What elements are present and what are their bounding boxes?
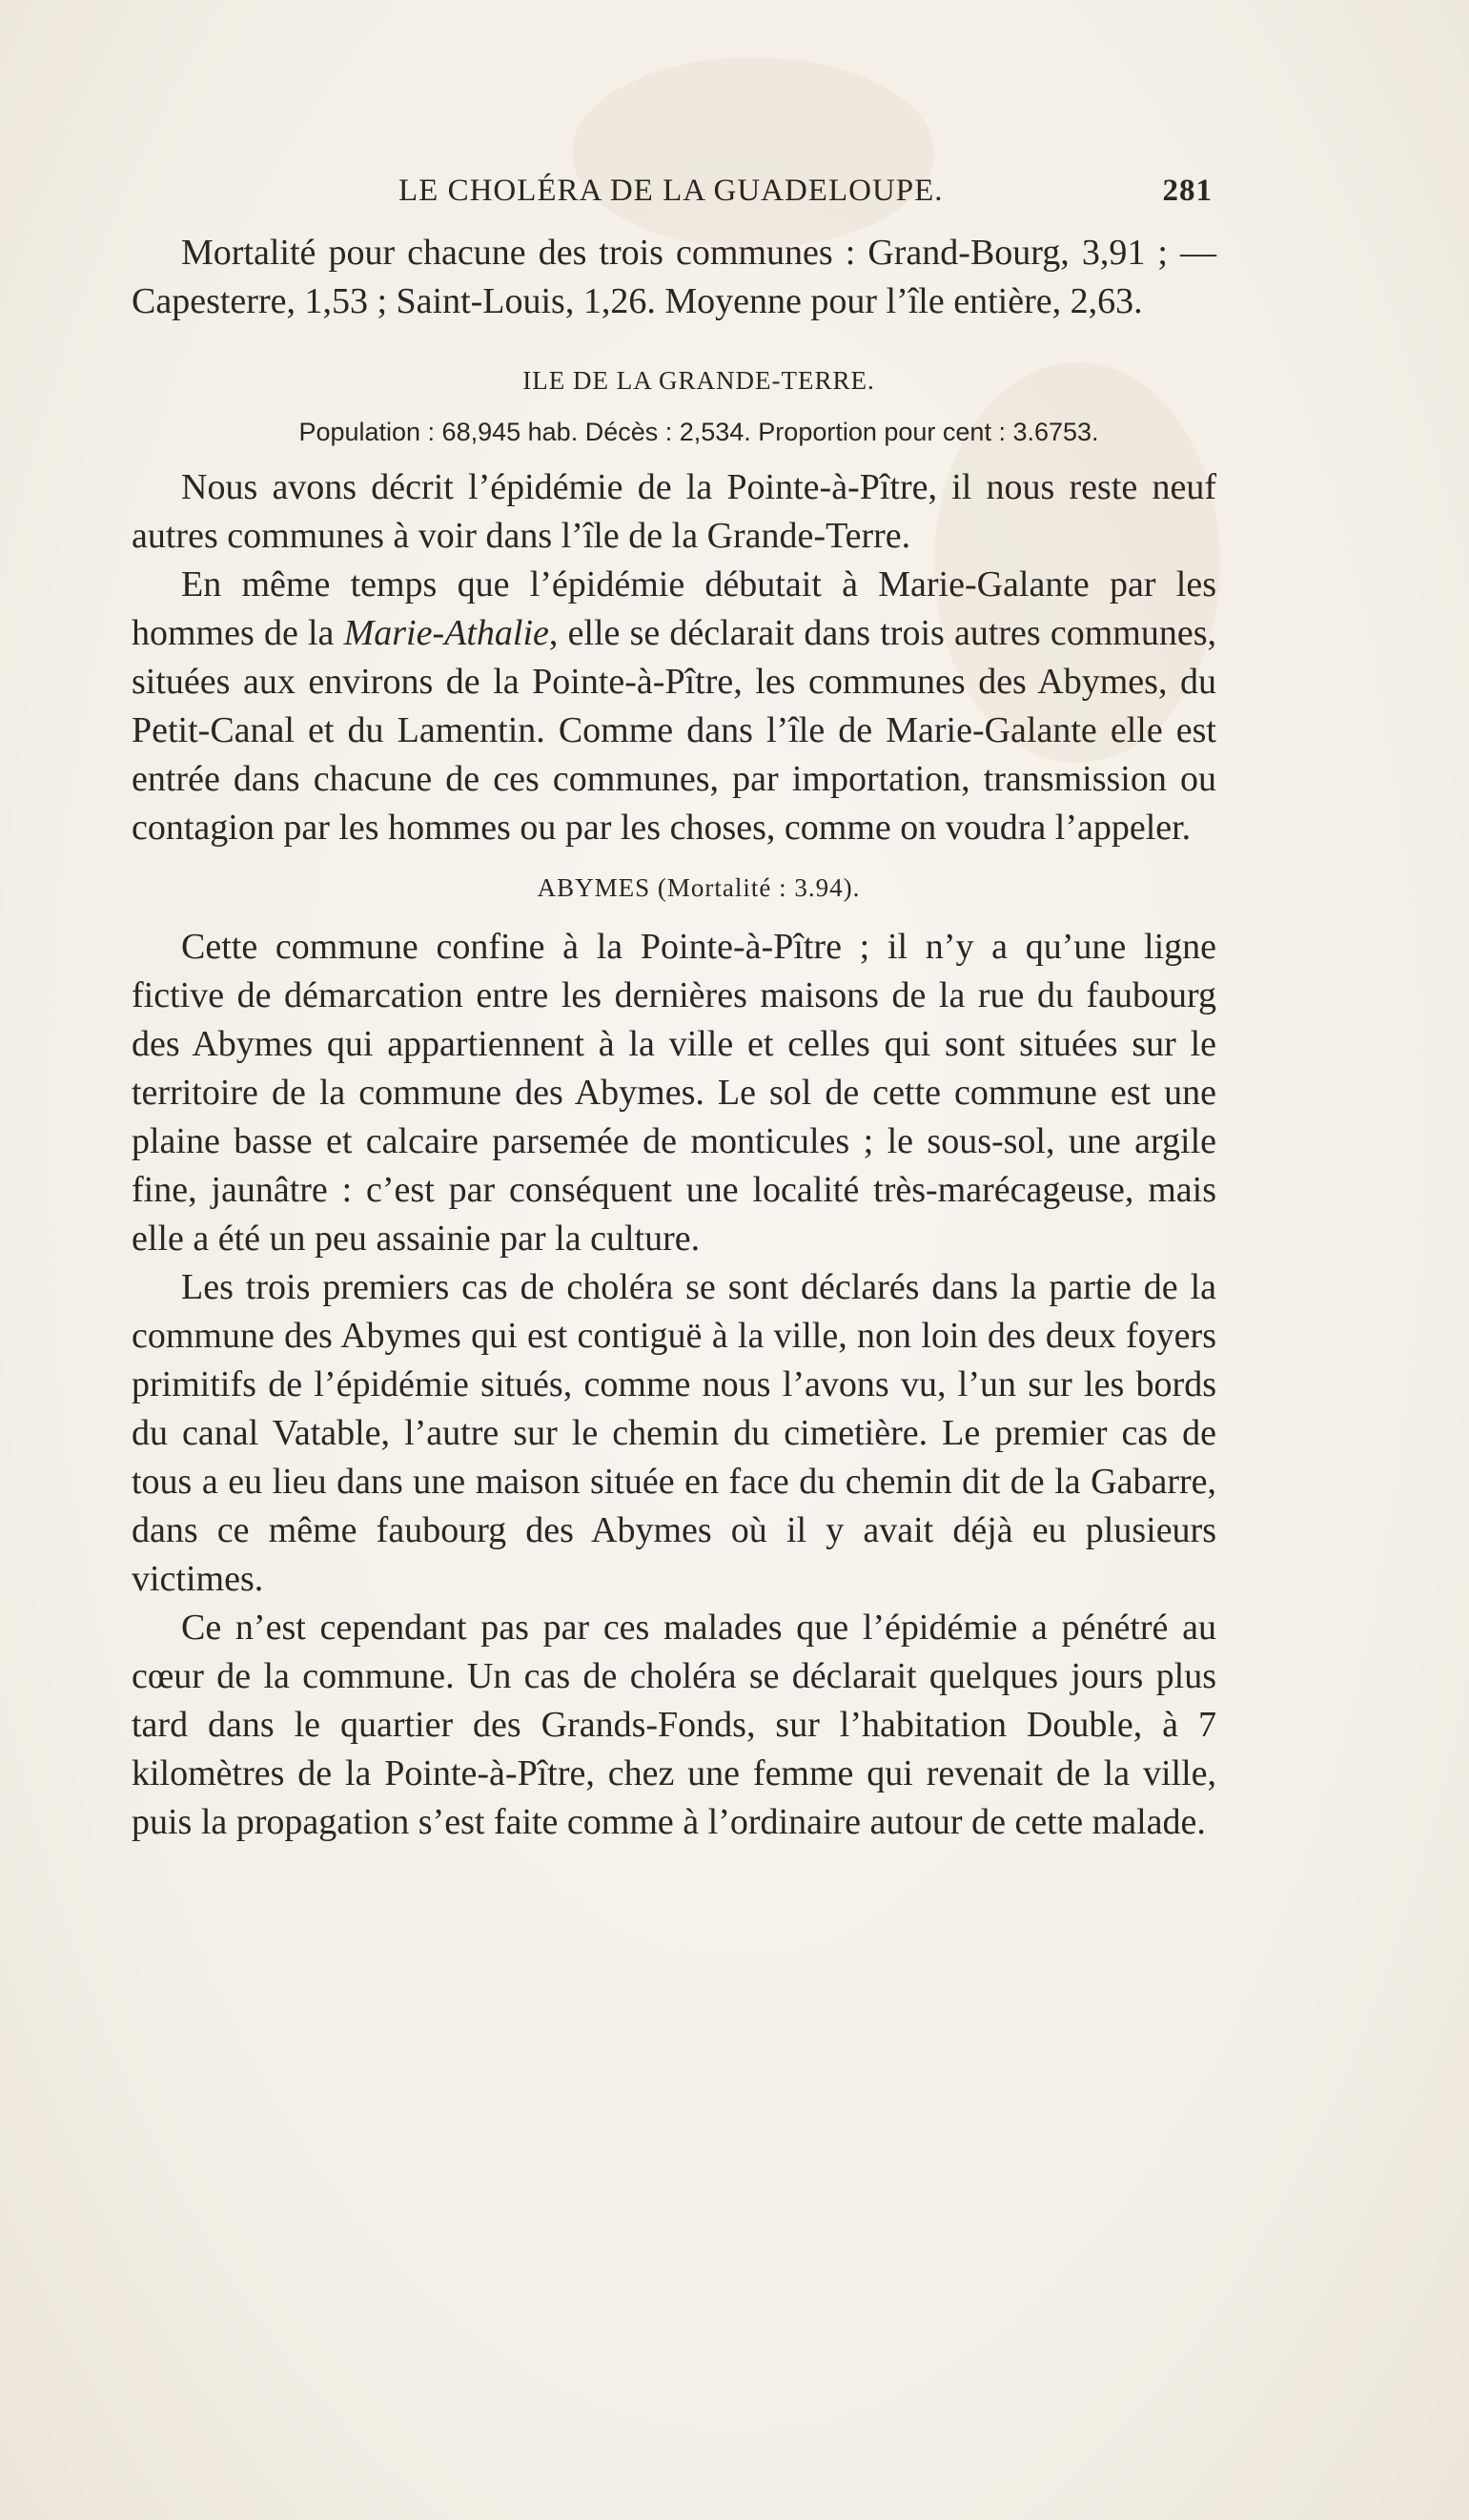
ship-name: Marie-Athalie: [343, 613, 549, 653]
running-head: [132, 174, 1213, 215]
paragraph-epidemic-start: [132, 561, 1216, 852]
paragraph-mortality-summary: Mortalité pour chacune des trois communes : Grand-Bourg, 3,91 ; —Capesterre, 1,53 ; Saint-Louis, 1,26. Moyenne pour l’île entière, 2,63.: [132, 233, 1216, 321]
paragraph-text: En même temps que l’épidémie débutait à Marie-Galante par les hommes de la: [132, 564, 1216, 653]
paragraph-text: , elle se déclarait dans trois autres communes, situées aux environs de la Pointe-à-Pître, les communes des Abymes, du Petit-Canal et du Lamentin. Comme dans l’île de Marie-Galante elle est entrée dans chacune de ces communes, par importation, transmission ou contagion par les hommes ou par les choses, comme on voudra l’appeler.: [132, 613, 1217, 848]
population-stats: Population : 68,945 hab. Décès : 2,534. Proportion pour cent : 3.6753.: [298, 418, 1099, 446]
spacer: [132, 326, 1216, 364]
spacer: [132, 852, 1216, 871]
spacer: [132, 448, 1216, 463]
section-heading-grande-terre: ILE DE LA GRANDE-TERRE.: [522, 366, 875, 395]
section-heading-abymes: ABYMES (Mortalité : 3.94).: [537, 873, 861, 902]
page-number: 281: [1162, 174, 1213, 208]
paragraph-abymes-geography: Cette commune confine à la Pointe-à-Pître ; il n’y a qu’une ligne fictive de démarcation entre les dernières maisons de la rue du faubourg des Abymes qui appartiennent à la ville et celles qui sont situées sur le territoire de la commune des Abymes. Le sol de cette commune est une plaine basse et calcaire parsemée de monticules ; le sous-sol, une argile fine, jaunâtre : c’est par conséquent une localité très-marécageuse, mais elle a été un peu assainie par la culture.: [132, 927, 1216, 1259]
paragraph-first-cases: Les trois premiers cas de choléra se sont déclarés dans la partie de la commune des Abymes qui est contiguë à la ville, non loin des deux foyers primitifs de l’épidémie situés, comme nous l’avons vu, l’un sur les bords du canal Vatable, l’autre sur le chemin du cimetière. Le premier cas de tous a eu lieu dans une maison située en face du chemin dit de la Gabarre, dans ce même faubourg des Abymes où il y avait déjà eu plusieurs victimes.: [132, 1267, 1216, 1599]
paper-stain: [572, 57, 934, 248]
spacer: [132, 904, 1216, 923]
paragraph-intro-grande-terre: Nous avons décrit l’épidémie de la Pointe-à-Pître, il nous reste neuf autres communes à voir dans l’île de la Grande-Terre.: [132, 467, 1216, 556]
spacer: [132, 397, 1216, 416]
paragraph-propagation: Ce n’est cependant pas par ces malades que l’épidémie a pénétré au cœur de la commune. Un cas de choléra se déclarait quelques jours plus tard dans le quartier des Grands-Fonds, sur l’habitation Double, à 7 kilomètres de la Pointe-à-Pître, chez une femme qui revenait de la ville, puis la propagation s’est faite comme à l’ordinaire autour de cette malade.: [132, 1608, 1216, 1842]
running-head-title: LE CHOLÉRA DE LA GUADELOUPE.: [398, 174, 944, 208]
body-text: [132, 229, 1216, 1847]
